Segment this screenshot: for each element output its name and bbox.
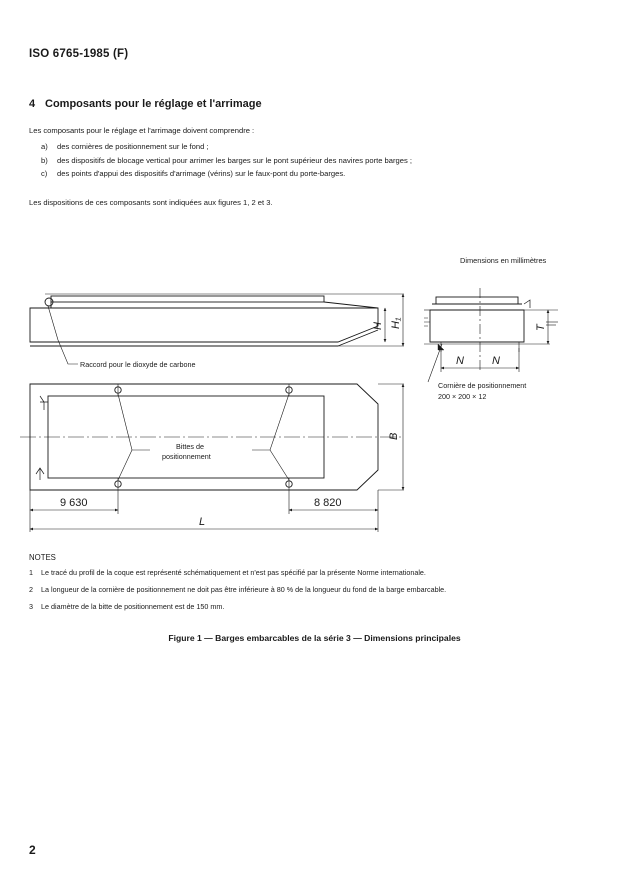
- section-intro: Les composants pour le réglage et l'arrimage doivent comprendre :: [29, 126, 255, 135]
- dim-breadth: B: [388, 432, 400, 440]
- cross-section: [424, 288, 558, 382]
- list-item-label: b): [41, 155, 48, 165]
- figure-caption: Figure 1 — Barges embarcables de la série 3 — Dimensions principales: [168, 633, 461, 643]
- section-number: 4: [29, 98, 36, 110]
- dim-length: L: [199, 516, 206, 528]
- side-elevation: [30, 294, 404, 346]
- dim-n-right: N: [492, 355, 500, 367]
- section-after-text: Les dispositions de ces composants sont indiquées aux figures 1, 2 et 3.: [29, 198, 273, 207]
- dim-height: H: [372, 322, 384, 330]
- note-number: 2: [29, 585, 33, 594]
- list-item-text: des cornières de positionnement sur le fond ;: [57, 142, 209, 151]
- note-text: Le tracé du profil de la coque est représenté schématiquement et n'est pas spécifié par la présente Norme internationale.: [41, 568, 426, 577]
- note-number: 3: [29, 602, 33, 611]
- dim-right-bitt: 8 820: [314, 497, 342, 509]
- note-item: [29, 585, 446, 602]
- page-number: 2: [29, 843, 36, 857]
- note-text: La longueur de la cornière de positionnement ne doit pas être inférieure à 80 % de la longueur du fond de la barge embarcable.: [41, 585, 447, 594]
- list-item-text: des dispositifs de blocage vertical pour arrimer les barges sur le pont supérieur des navires porte barges ;: [57, 155, 412, 165]
- co2-fitting-label: Raccord pour le dioxyde de carbone: [80, 360, 196, 369]
- dimensions-note: Dimensions en millimètres: [460, 256, 547, 265]
- notes-title: NOTES: [29, 553, 56, 562]
- positioning-angle-label: Cornière de positionnement: [438, 381, 527, 390]
- note-number: 1: [29, 568, 33, 577]
- dim-draught: T: [535, 324, 547, 331]
- bitts-label-line2: positionnement: [162, 452, 211, 461]
- note-text: Le diamètre de la bitte de positionnement est de 150 mm.: [41, 602, 225, 611]
- bitts-label-line1: Bittes de: [176, 442, 204, 451]
- note-item: [29, 602, 446, 619]
- list-item-label: c): [41, 169, 48, 178]
- plan-view: [20, 384, 404, 490]
- document-header: ISO 6765-1985 (F): [29, 48, 129, 60]
- note-item: [29, 568, 446, 585]
- section-title: Composants pour le réglage et l'arrimage: [45, 98, 262, 110]
- positioning-angle-size: 200 × 200 × 12: [438, 392, 487, 401]
- dim-n-left: N: [456, 355, 464, 367]
- list-item-label: a): [41, 142, 48, 151]
- list-item-text: des points d'appui des dispositifs d'arrimage (vérins) sur le faux-pont du porte-barges.: [57, 169, 346, 178]
- notes-list: [29, 568, 446, 619]
- dim-height-h1: H₁: [390, 317, 402, 329]
- dim-left-bitt: 9 630: [60, 497, 88, 509]
